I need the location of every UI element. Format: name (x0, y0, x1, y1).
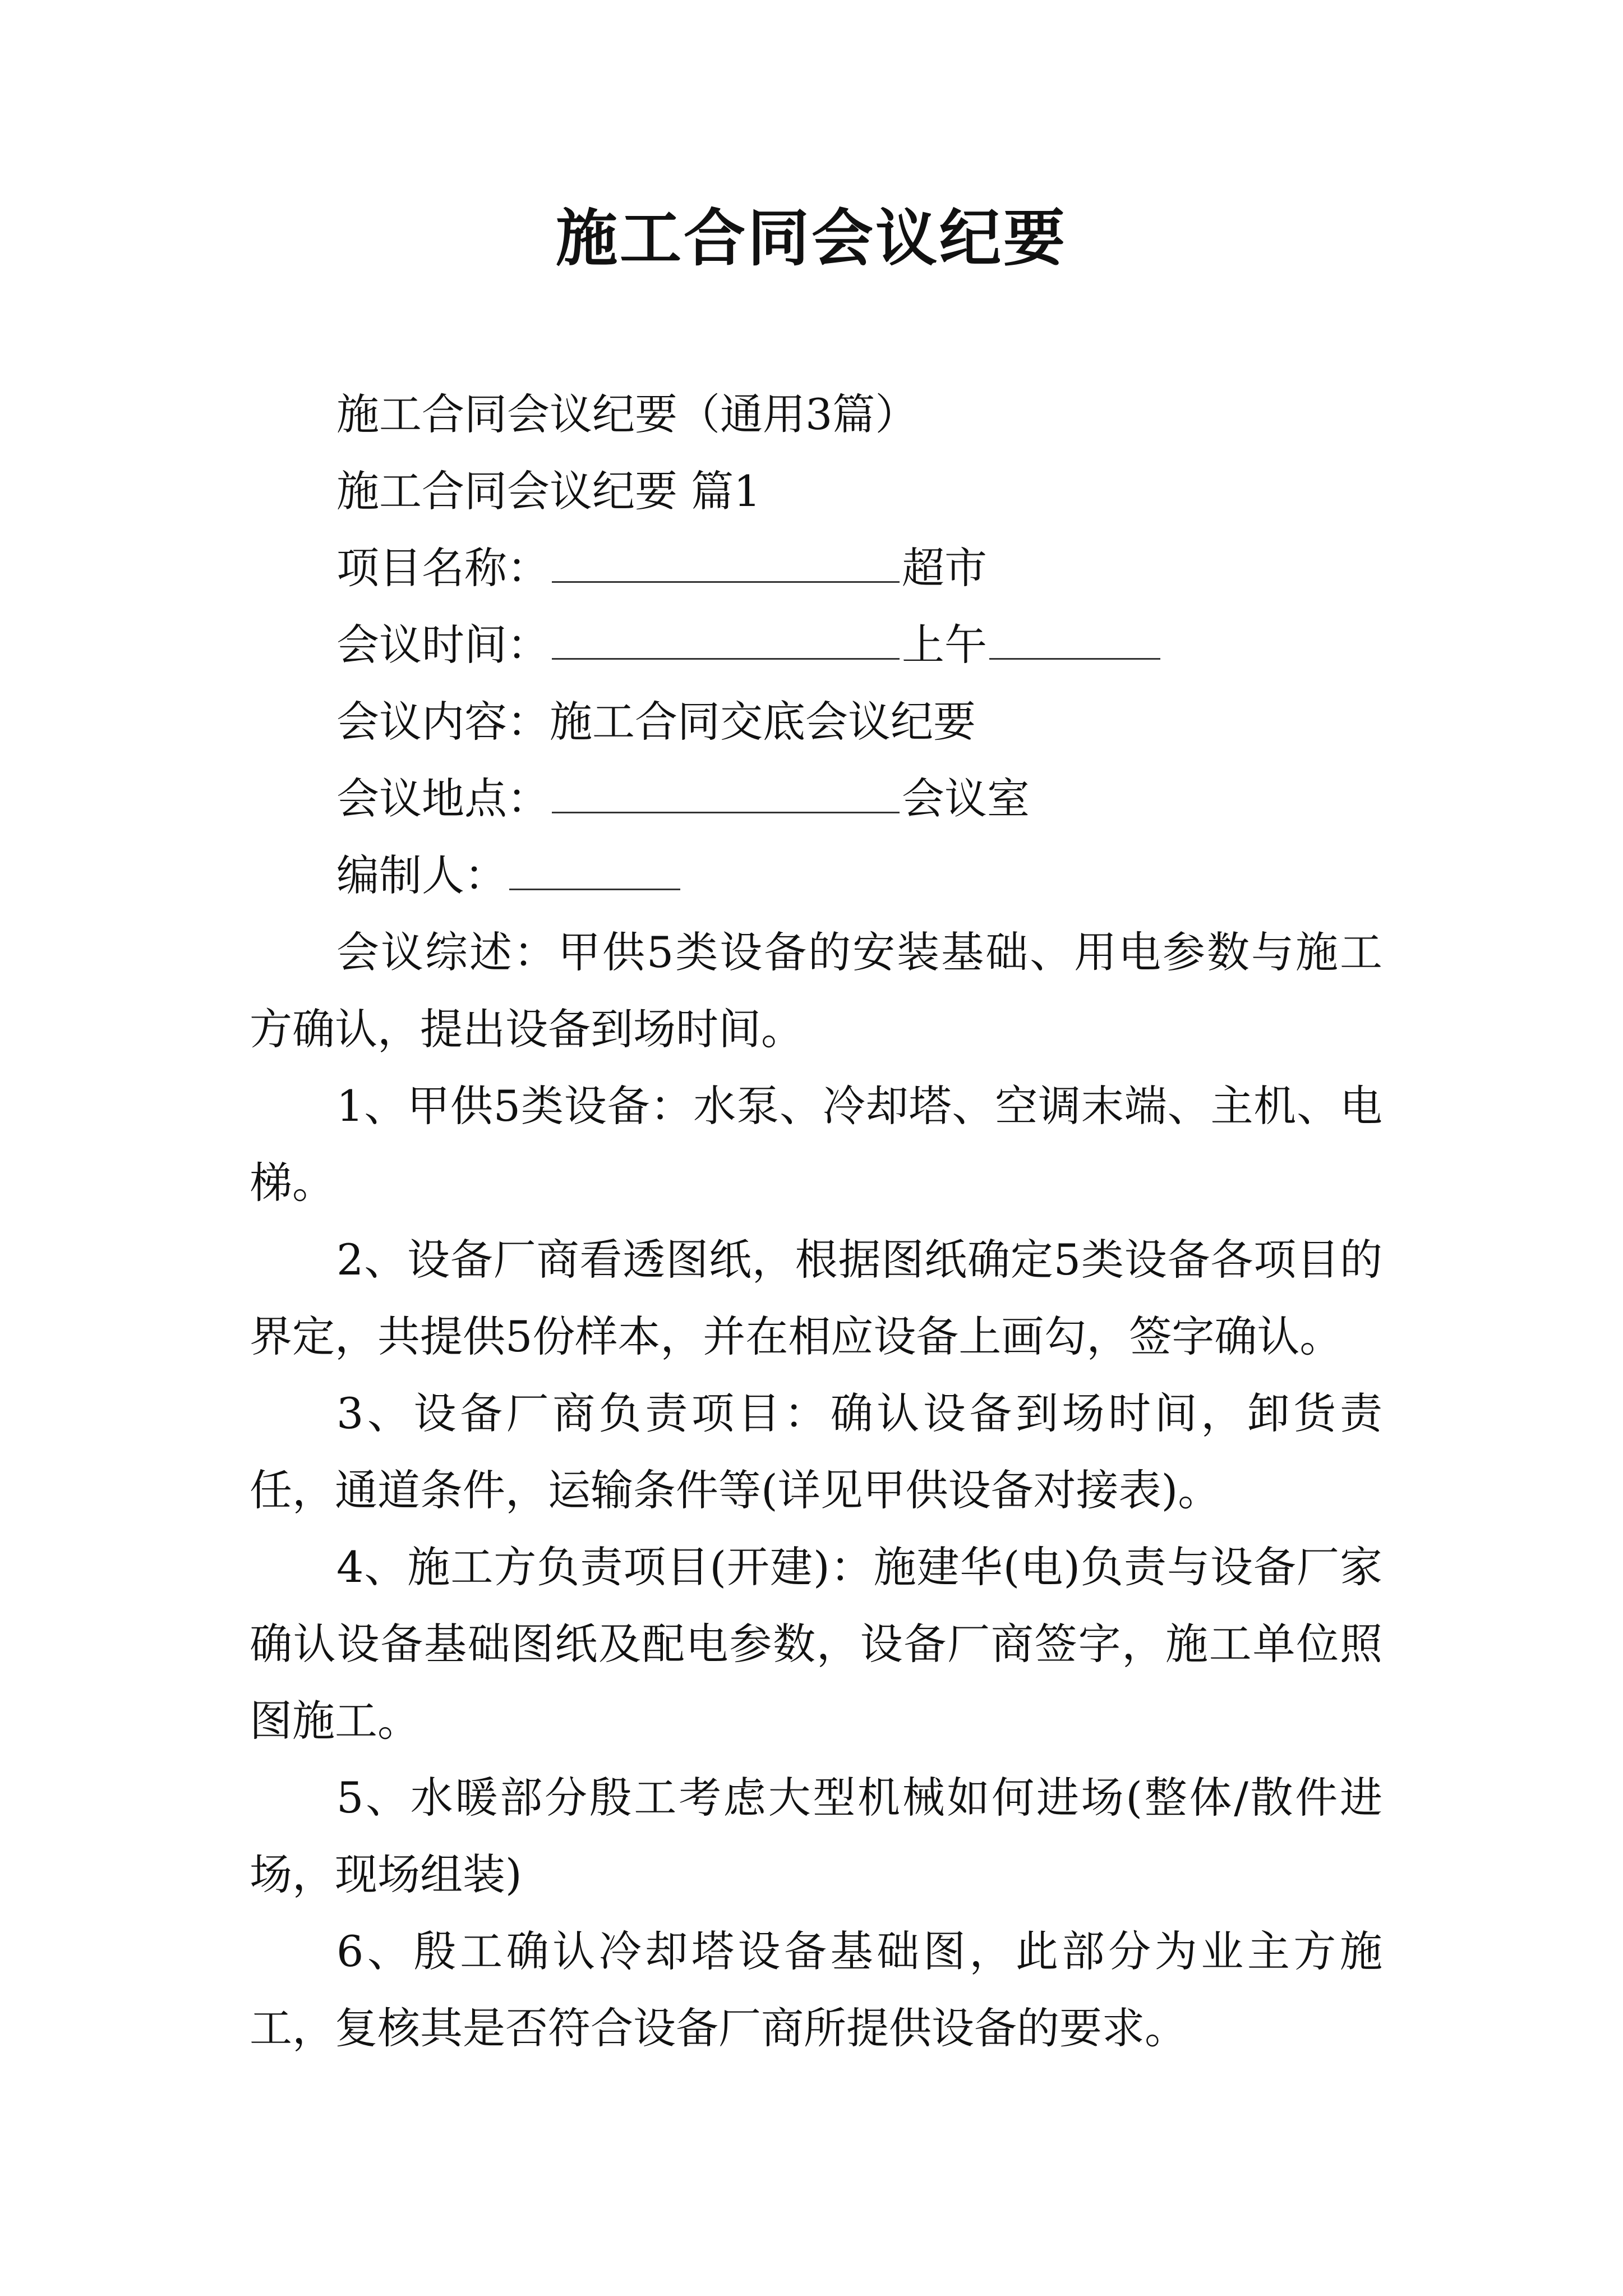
paragraph-item-4: 4、施工方负责项目(开建)：施建华(电)负责与设备厂家确认设备基础图纸及配电参数，设备厂商签字，施工单位照图施工。 (250, 1542, 1382, 1746)
paragraph-item-3: 3、设备厂商负责项目：确认设备到场时间，卸货责任，通道条件，运输条件等(详见甲供设备对接表)。 (250, 1388, 1382, 1515)
project-name-label: 项目名称： (336, 543, 550, 593)
document-body (250, 376, 1382, 2067)
editor-blank (509, 844, 680, 890)
meeting-content-value: 施工合同交底会议纪要 (550, 697, 976, 747)
meeting-place-suffix: 会议室 (902, 774, 1030, 823)
meeting-time-blank (552, 613, 900, 660)
meeting-time-blank-2 (989, 613, 1160, 660)
meeting-time-suffix: 上午 (902, 620, 987, 670)
meeting-place-blank (552, 767, 900, 813)
editor-label: 编制人： (336, 850, 507, 900)
project-name-suffix: 超市 (902, 543, 987, 593)
paragraph-item-5: 5、水暖部分殷工考虑大型机械如何进场(整体/散件进场，现场组装) (250, 1773, 1382, 1899)
document-title: 施工合同会议纪要 (556, 202, 1067, 274)
meeting-place-label: 会议地点： (336, 774, 550, 823)
subtitle: 施工合同会议纪要（通用3篇） (336, 389, 918, 439)
paragraph-item-2: 2、设备厂商看透图纸，根据图纸确定5类设备各项目的界定，共提供5份样本，并在相应设备上画勾，签字确认。 (250, 1235, 1382, 1361)
section-heading: 施工合同会议纪要 篇1 (336, 466, 761, 516)
paragraph-item-6: 6、殷工确认冷却塔设备基础图，此部分为业主方施工，复核其是否符合设备厂商所提供设备的要求。 (250, 1926, 1382, 2053)
project-name-blank (552, 536, 900, 583)
meeting-time-label: 会议时间： (336, 620, 550, 670)
meeting-content-field (250, 683, 1382, 760)
project-name-field (250, 530, 1382, 606)
meeting-content-label: 会议内容： (336, 697, 550, 747)
paragraph-item-1: 1、甲供5类设备：水泵、冷却塔、空调末端、主机、电梯。 (250, 1081, 1382, 1208)
editor-field (250, 837, 1382, 914)
meeting-place-field (250, 760, 1382, 837)
paragraph-summary: 会议综述：甲供5类设备的安装基础、用电参数与施工方确认，提出设备到场时间。 (250, 927, 1382, 1054)
meeting-time-field (250, 606, 1382, 683)
